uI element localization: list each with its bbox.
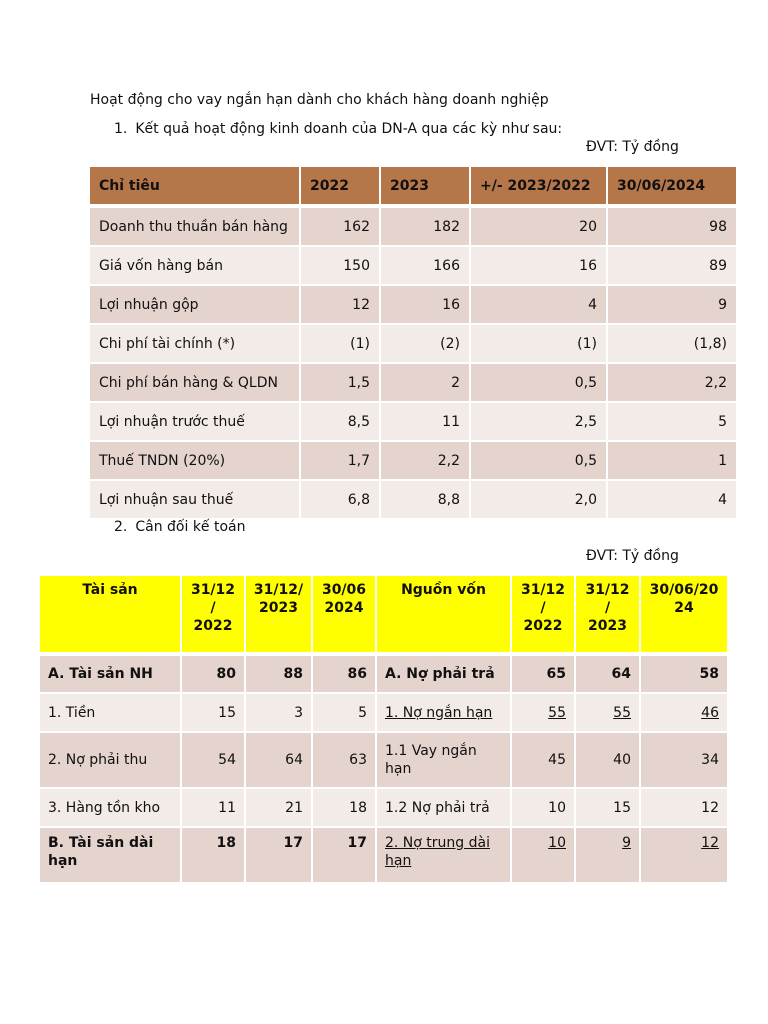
cell: (2) [380, 324, 470, 363]
intro-text: Hoạt động cho vay ngắn hạn dành cho khách hàng doanh nghiệp [90, 92, 549, 108]
cell: (1,8) [607, 324, 737, 363]
cell: 86 [312, 654, 376, 693]
table-row [90, 285, 737, 324]
table-header-row [40, 576, 728, 654]
row-label: Lợi nhuận trước thuế [90, 402, 300, 441]
unit-label-1: ĐVT: Tỷ đồng [586, 139, 679, 155]
cell: 2,2 [380, 441, 470, 480]
table-header-row [90, 167, 737, 206]
cell: 0,5 [470, 441, 607, 480]
cell: 4 [470, 285, 607, 324]
cell: 1,5 [300, 363, 380, 402]
cell: 16 [380, 285, 470, 324]
column-header: 31/12 / 2022 [181, 576, 245, 654]
cell: 12 [640, 788, 728, 827]
cell: 55 [575, 693, 640, 732]
table-row [90, 402, 737, 441]
table-row [90, 246, 737, 285]
cell: 58 [640, 654, 728, 693]
row-label: Lợi nhuận sau thuế [90, 480, 300, 519]
table-row [90, 206, 737, 246]
cell: 54 [181, 732, 245, 788]
section-1-title: Kết quả hoạt động kinh doanh của DN-A qua các kỳ như sau: [135, 121, 563, 137]
column-header: +/- 2023/2022 [470, 167, 607, 206]
table-row [40, 654, 728, 693]
cell: 55 [511, 693, 575, 732]
row-label: Lợi nhuận gộp [90, 285, 300, 324]
cell: 166 [380, 246, 470, 285]
cell: 63 [312, 732, 376, 788]
cell: 46 [640, 693, 728, 732]
cell: 88 [245, 654, 312, 693]
cell: 8,8 [380, 480, 470, 519]
cell: 21 [245, 788, 312, 827]
cell: 15 [575, 788, 640, 827]
row-label: 1.2 Nợ phải trả [376, 788, 511, 827]
cell: 5 [312, 693, 376, 732]
cell: 162 [300, 206, 380, 246]
cell: 65 [511, 654, 575, 693]
cell: 2,2 [607, 363, 737, 402]
cell: 12 [640, 827, 728, 883]
row-label: Thuế TNDN (20%) [90, 441, 300, 480]
row-label: Doanh thu thuần bán hàng [90, 206, 300, 246]
cell: 2,0 [470, 480, 607, 519]
cell: 40 [575, 732, 640, 788]
section-2-number: 2. [114, 519, 128, 535]
row-label: Giá vốn hàng bán [90, 246, 300, 285]
income-statement-table [90, 167, 738, 520]
cell: 80 [181, 654, 245, 693]
cell: 150 [300, 246, 380, 285]
cell: 34 [640, 732, 728, 788]
row-label: B. Tài sản dài hạn [40, 827, 181, 883]
column-header: Nguồn vốn [376, 576, 511, 654]
row-label: 1.1 Vay ngắn hạn [376, 732, 511, 788]
balance-sheet-table [40, 576, 729, 884]
row-label: Chi phí bán hàng & QLDN [90, 363, 300, 402]
row-label: 2. Nợ trung dài hạn [376, 827, 511, 883]
row-label: A. Tài sản NH [40, 654, 181, 693]
cell: 64 [245, 732, 312, 788]
section-1-heading [114, 121, 562, 137]
column-header: 2023 [380, 167, 470, 206]
column-header: Tài sản [40, 576, 181, 654]
cell: 16 [470, 246, 607, 285]
cell: 1 [607, 441, 737, 480]
table-row [40, 693, 728, 732]
column-header: 31/12/ 2023 [245, 576, 312, 654]
section-2-title: Cân đối kế toán [135, 519, 246, 535]
cell: 182 [380, 206, 470, 246]
cell: 45 [511, 732, 575, 788]
column-header: 31/12 / 2023 [575, 576, 640, 654]
cell: 89 [607, 246, 737, 285]
table-row [40, 732, 728, 788]
column-header: Chỉ tiêu [90, 167, 300, 206]
cell: 98 [607, 206, 737, 246]
cell: 12 [300, 285, 380, 324]
table-row [40, 788, 728, 827]
section-2-heading [114, 519, 246, 535]
cell: 9 [575, 827, 640, 883]
cell: 2,5 [470, 402, 607, 441]
cell: 18 [312, 788, 376, 827]
unit-label-2: ĐVT: Tỷ đồng [586, 548, 679, 564]
table-row [90, 324, 737, 363]
cell: 6,8 [300, 480, 380, 519]
row-label: 3. Hàng tồn kho [40, 788, 181, 827]
column-header: 30/06/2024 [607, 167, 737, 206]
table-row [90, 441, 737, 480]
cell: 5 [607, 402, 737, 441]
cell: 1,7 [300, 441, 380, 480]
table-row [40, 827, 728, 883]
cell: 4 [607, 480, 737, 519]
table-row [90, 363, 737, 402]
row-label: 1. Tiền [40, 693, 181, 732]
cell: 11 [380, 402, 470, 441]
row-label: 1. Nợ ngắn hạn [376, 693, 511, 732]
cell: 10 [511, 827, 575, 883]
table-row [90, 480, 737, 519]
cell: 9 [607, 285, 737, 324]
cell: 3 [245, 693, 312, 732]
cell: 17 [245, 827, 312, 883]
cell: 18 [181, 827, 245, 883]
column-header: 2022 [300, 167, 380, 206]
row-label: A. Nợ phải trả [376, 654, 511, 693]
cell: (1) [300, 324, 380, 363]
cell: 8,5 [300, 402, 380, 441]
cell: 11 [181, 788, 245, 827]
section-1-number: 1. [114, 121, 128, 137]
column-header: 30/06 2024 [312, 576, 376, 654]
cell: 17 [312, 827, 376, 883]
column-header: 31/12 / 2022 [511, 576, 575, 654]
row-label: Chi phí tài chính (*) [90, 324, 300, 363]
cell: 64 [575, 654, 640, 693]
cell: 0,5 [470, 363, 607, 402]
row-label: 2. Nợ phải thu [40, 732, 181, 788]
column-header: 30/06/20 24 [640, 576, 728, 654]
cell: (1) [470, 324, 607, 363]
cell: 2 [380, 363, 470, 402]
cell: 15 [181, 693, 245, 732]
cell: 10 [511, 788, 575, 827]
cell: 20 [470, 206, 607, 246]
